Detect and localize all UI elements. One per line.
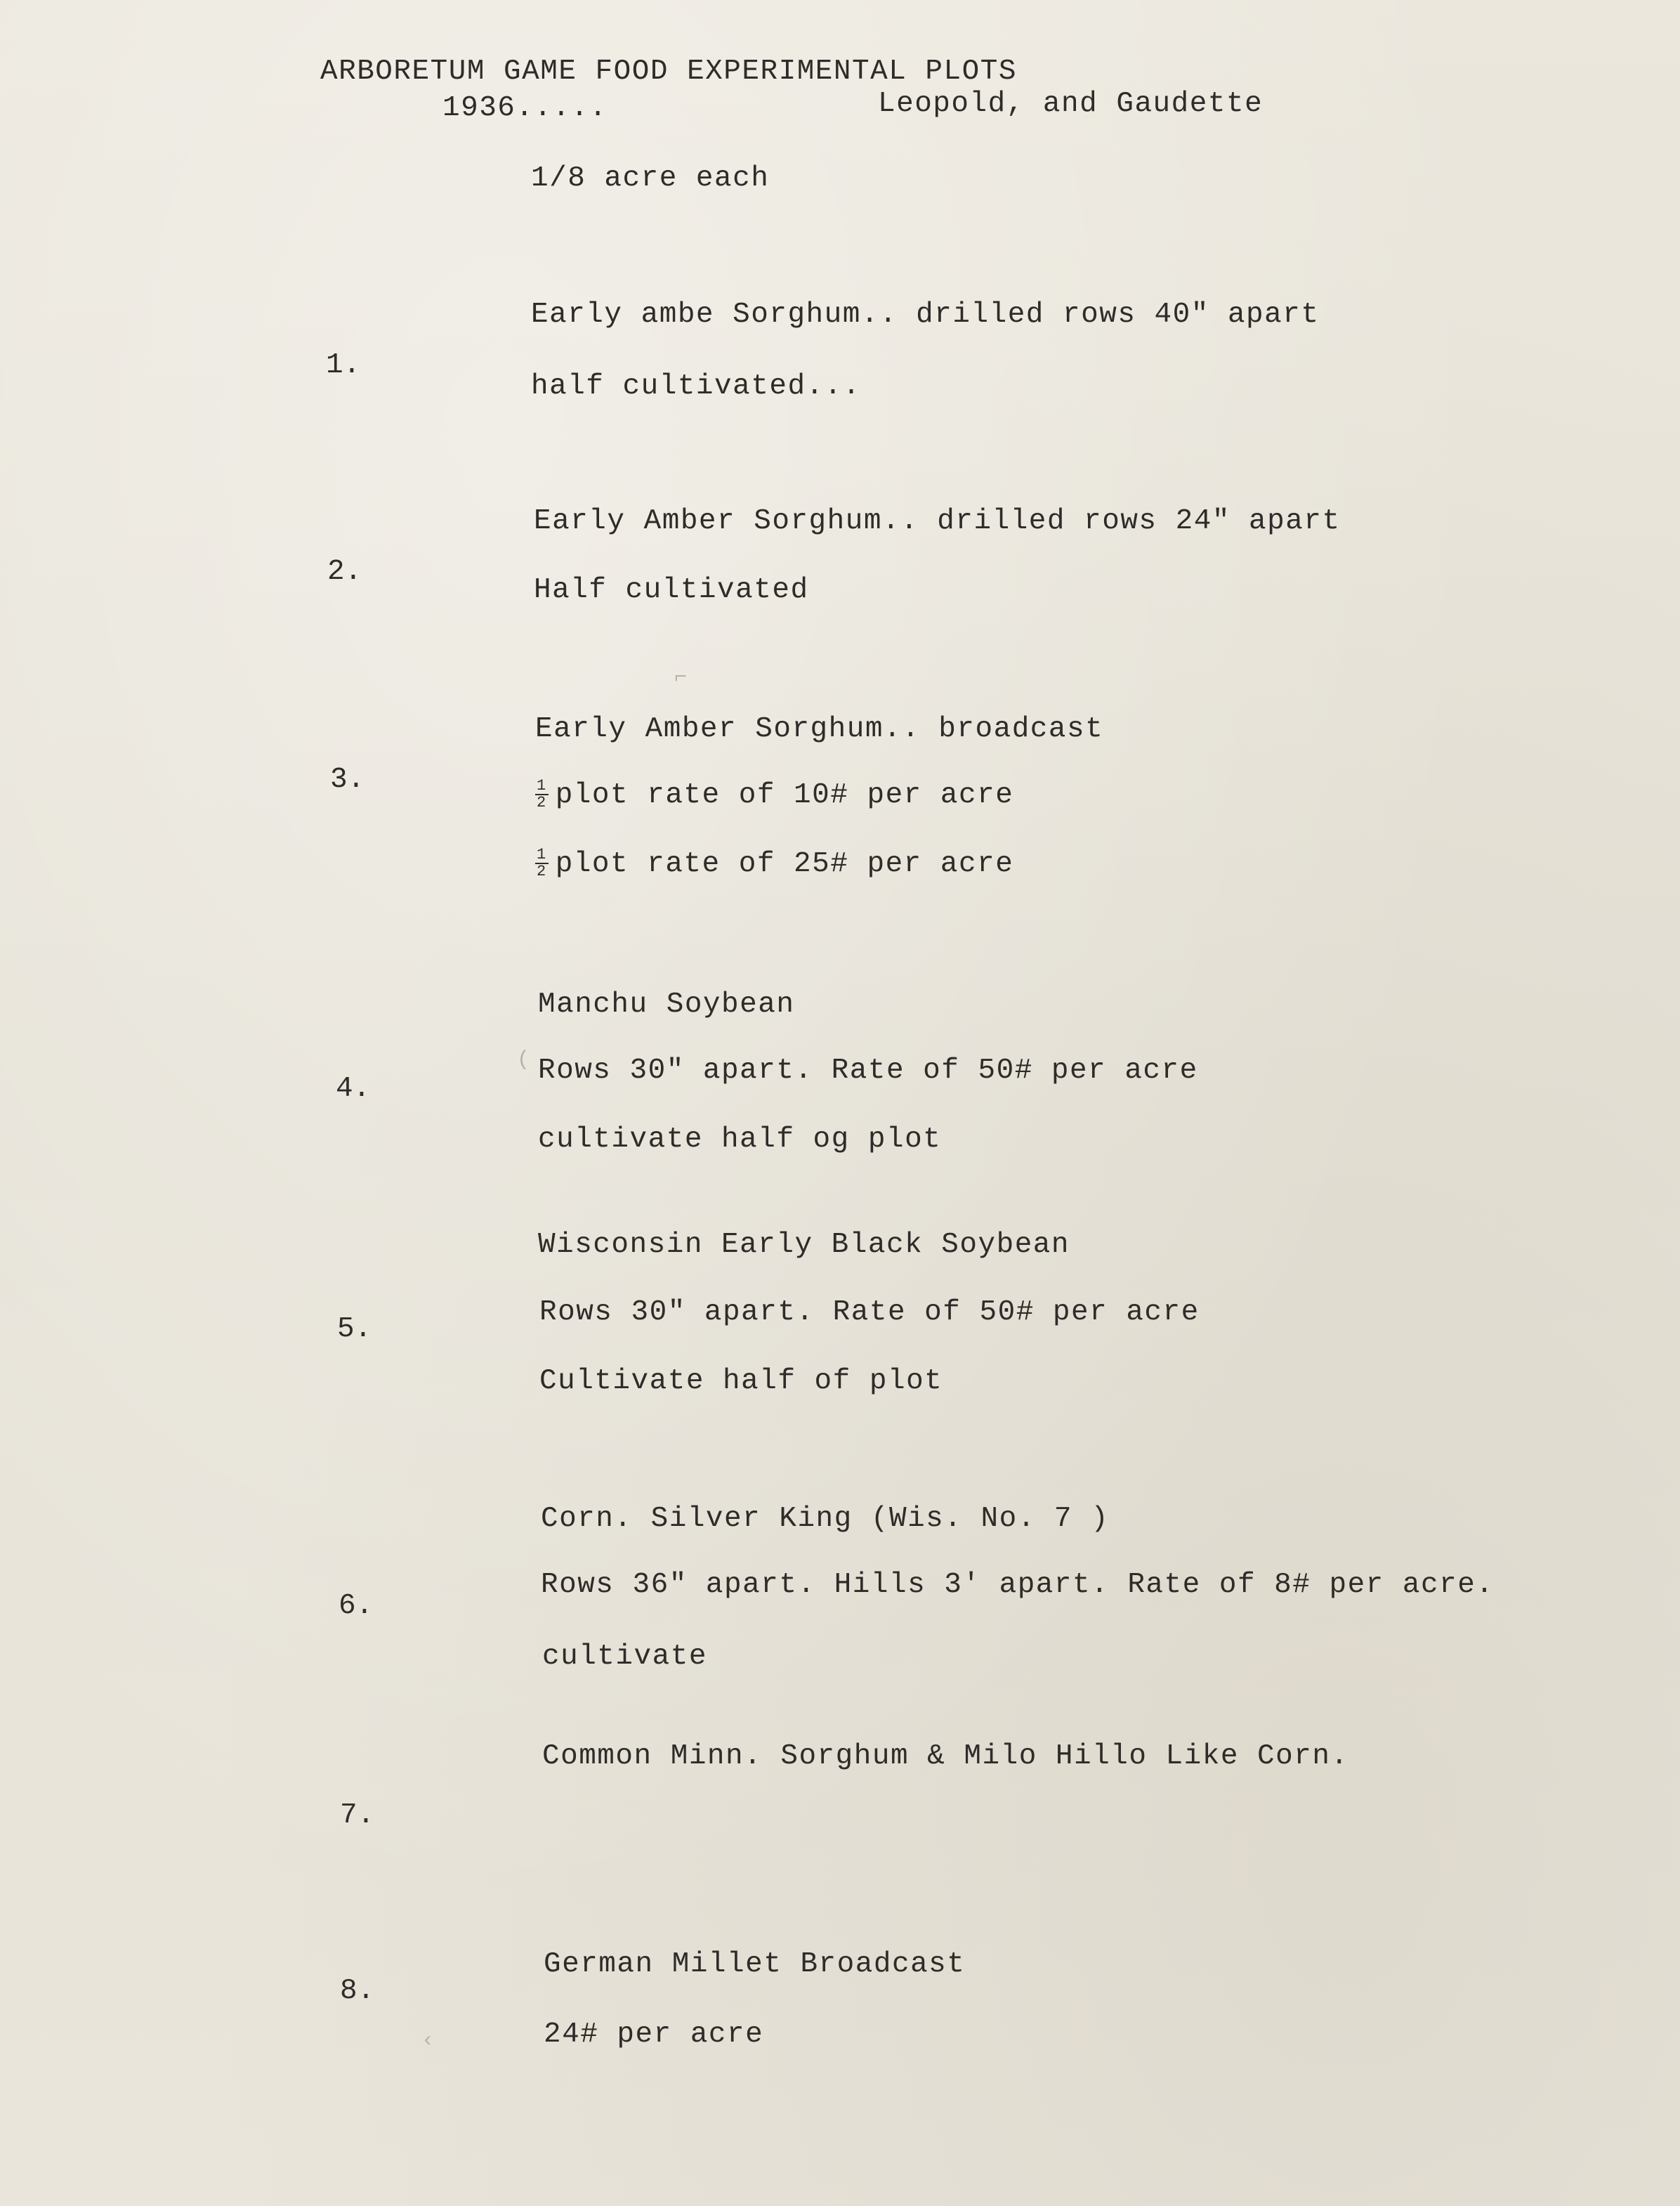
fraction-half: $\frac{1}{2}$ (537, 777, 547, 811)
plot-number: 7. (340, 1799, 375, 1832)
plot-line: Manchu Soybean (538, 988, 795, 1021)
plot-line: Early ambe Sorghum.. drilled rows 40" apart (531, 299, 1320, 331)
plot-number: 1. (326, 349, 361, 381)
plot-line (535, 847, 1013, 880)
plot-line: Rows 36" apart. Hills 3' apart. Rate of 8# per acre. (541, 1569, 1495, 1601)
plot-line: Rows 30" apart. Rate of 50# per acre (539, 1296, 1200, 1329)
plot-line: Rows 30" apart. Rate of 50# per acre (538, 1055, 1198, 1087)
plot-line: cultivate half og plot (538, 1123, 942, 1156)
plot-number: 8. (340, 1975, 375, 2007)
plot-number: 4. (336, 1073, 371, 1105)
plot-line: cultivate (542, 1640, 707, 1673)
plot-number: 6. (339, 1590, 374, 1622)
document-title: ARBORETUM GAME FOOD EXPERIMENTAL PLOTS (320, 56, 1017, 88)
plot-line: 24# per acre (544, 2018, 764, 2051)
plot-line: half cultivated... (531, 370, 861, 403)
plot-line: Cultivate half of plot (539, 1365, 943, 1397)
pencil-mark: ‹ (421, 2029, 435, 2053)
plot-line: Early Amber Sorghum.. drilled rows 24" apart (534, 505, 1341, 537)
document-year: 1936..... (442, 92, 608, 124)
plot-number: 3. (330, 764, 365, 796)
plot-number: 2. (327, 556, 362, 588)
plot-line (535, 778, 1013, 811)
plot-line: Wisconsin Early Black Soybean (538, 1229, 1070, 1261)
plot-line-text: plot rate of 25# per acre (555, 847, 1014, 880)
pencil-mark: ⌐ (674, 666, 688, 690)
plot-line: Common Minn. Sorghum & Milo Hillo Like Corn. (542, 1740, 1349, 1773)
plot-size-note: 1/8 acre each (531, 162, 770, 195)
plot-line: Early Amber Sorghum.. broadcast (535, 713, 1104, 745)
plot-number: 5. (337, 1313, 372, 1345)
fraction-half: $\frac{1}{2}$ (537, 846, 547, 880)
plot-line: Half cultivated (534, 574, 809, 606)
document-authors: Leopold, and Gaudette (878, 88, 1264, 120)
pencil-mark: ( (517, 1048, 530, 1072)
plot-line: Corn. Silver King (Wis. No. 7 ) (541, 1503, 1110, 1535)
plot-line-text: plot rate of 10# per acre (555, 778, 1014, 811)
plot-line: German Millet Broadcast (544, 1948, 966, 1980)
